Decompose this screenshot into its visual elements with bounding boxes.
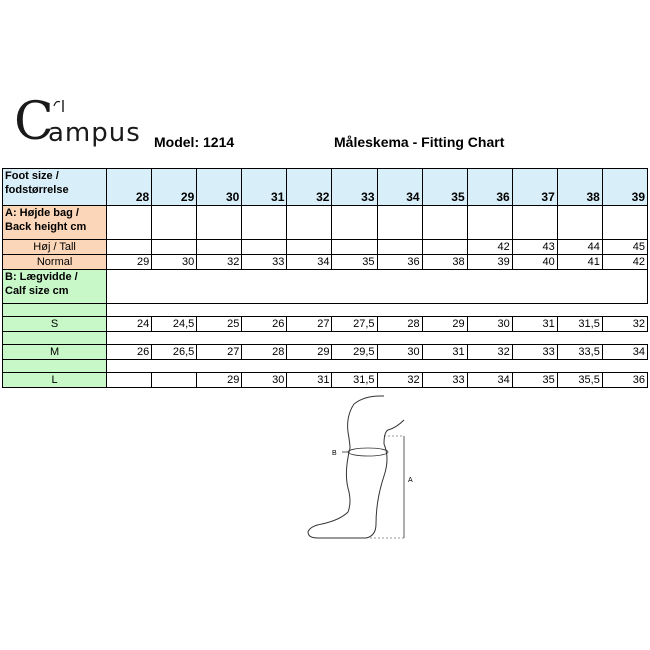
value-cell: 33 bbox=[512, 345, 557, 360]
value-cell: 32 bbox=[197, 255, 242, 270]
size-header-cell: 29 bbox=[152, 169, 197, 206]
data-row bbox=[3, 345, 648, 360]
value-cell: 34 bbox=[287, 255, 332, 270]
spacer-row bbox=[3, 332, 648, 345]
value-cell: 26 bbox=[242, 317, 287, 332]
model-number: Model: 1214 bbox=[154, 134, 235, 150]
brand-logo-initial: C bbox=[14, 92, 54, 152]
empty-cell bbox=[107, 270, 648, 304]
value-cell: 43 bbox=[512, 240, 557, 255]
back-height-label bbox=[3, 206, 107, 240]
foot-size-label-line2: fodstørrelse bbox=[5, 184, 69, 196]
size-header-cell: 34 bbox=[377, 169, 422, 206]
calf-size-label bbox=[3, 270, 107, 304]
spacer-cell bbox=[107, 360, 648, 373]
logo-mark-icon bbox=[50, 96, 70, 116]
spacer-row bbox=[3, 360, 648, 373]
empty-cell bbox=[197, 206, 242, 240]
spacer-cell bbox=[107, 332, 648, 345]
value-cell: 33,5 bbox=[557, 345, 602, 360]
value-cell: 29 bbox=[197, 373, 242, 388]
size-header-cell: 37 bbox=[512, 169, 557, 206]
spacer-label-cell bbox=[3, 304, 107, 317]
section-a-label-row bbox=[3, 206, 648, 240]
empty-cell bbox=[422, 206, 467, 240]
value-cell: 35 bbox=[332, 255, 377, 270]
value-cell bbox=[242, 240, 287, 255]
value-cell: 25 bbox=[197, 317, 242, 332]
value-cell: 30 bbox=[377, 345, 422, 360]
empty-cell bbox=[107, 206, 152, 240]
value-cell: 32 bbox=[467, 345, 512, 360]
value-cell: 34 bbox=[467, 373, 512, 388]
value-cell: 36 bbox=[602, 373, 647, 388]
empty-cell bbox=[557, 206, 602, 240]
empty-cell bbox=[152, 206, 197, 240]
data-row bbox=[3, 255, 648, 270]
value-cell bbox=[332, 240, 377, 255]
size-header-cell: 39 bbox=[602, 169, 647, 206]
boot-measurement-diagram bbox=[300, 392, 424, 550]
value-cell: 31 bbox=[422, 345, 467, 360]
empty-cell bbox=[377, 206, 422, 240]
empty-cell bbox=[332, 206, 377, 240]
value-cell: 29 bbox=[287, 345, 332, 360]
size-header-cell: 30 bbox=[197, 169, 242, 206]
row-label: Normal bbox=[3, 255, 107, 270]
value-cell: 24 bbox=[107, 317, 152, 332]
value-cell bbox=[107, 240, 152, 255]
calf-size-label-line1: B: Lægvidde / bbox=[5, 271, 78, 283]
value-cell: 29 bbox=[107, 255, 152, 270]
section-b-label-row bbox=[3, 270, 648, 304]
value-cell: 28 bbox=[377, 317, 422, 332]
size-header-cell: 33 bbox=[332, 169, 377, 206]
brand-logo-text: ampus bbox=[48, 118, 141, 148]
value-cell: 28 bbox=[242, 345, 287, 360]
size-header-cell: 36 bbox=[467, 169, 512, 206]
value-cell bbox=[287, 240, 332, 255]
spacer-label-cell bbox=[3, 360, 107, 373]
value-cell: 30 bbox=[152, 255, 197, 270]
spacer-row bbox=[3, 304, 648, 317]
foot-size-label bbox=[3, 169, 107, 206]
spacer-label-cell bbox=[3, 332, 107, 345]
chart-title: Måleskema - Fitting Chart bbox=[334, 134, 505, 150]
value-cell bbox=[107, 373, 152, 388]
row-label: M bbox=[3, 345, 107, 360]
value-cell bbox=[152, 373, 197, 388]
value-cell bbox=[377, 240, 422, 255]
size-header-cell: 32 bbox=[287, 169, 332, 206]
calf-size-label-line2: Calf size cm bbox=[5, 285, 69, 297]
value-cell: 31 bbox=[512, 317, 557, 332]
value-cell: 30 bbox=[242, 373, 287, 388]
row-label: S bbox=[3, 317, 107, 332]
data-row bbox=[3, 317, 648, 332]
value-cell: 26,5 bbox=[152, 345, 197, 360]
row-label: Høj / Tall bbox=[3, 240, 107, 255]
size-header-cell: 38 bbox=[557, 169, 602, 206]
value-cell: 27,5 bbox=[332, 317, 377, 332]
data-row bbox=[3, 240, 648, 255]
value-cell: 42 bbox=[602, 255, 647, 270]
value-cell: 31 bbox=[287, 373, 332, 388]
value-cell: 32 bbox=[602, 317, 647, 332]
value-cell bbox=[197, 240, 242, 255]
value-cell: 33 bbox=[242, 255, 287, 270]
empty-cell bbox=[287, 206, 332, 240]
spacer-cell bbox=[107, 304, 648, 317]
size-header-cell: 31 bbox=[242, 169, 287, 206]
empty-cell bbox=[467, 206, 512, 240]
empty-cell bbox=[602, 206, 647, 240]
value-cell: 36 bbox=[377, 255, 422, 270]
value-cell: 24,5 bbox=[152, 317, 197, 332]
value-cell: 27 bbox=[287, 317, 332, 332]
value-cell: 26 bbox=[107, 345, 152, 360]
size-header-cell: 28 bbox=[107, 169, 152, 206]
value-cell: 32 bbox=[377, 373, 422, 388]
diagram-label-a: A bbox=[408, 477, 413, 484]
value-cell: 39 bbox=[467, 255, 512, 270]
empty-cell bbox=[242, 206, 287, 240]
value-cell: 34 bbox=[602, 345, 647, 360]
value-cell: 31,5 bbox=[332, 373, 377, 388]
value-cell: 41 bbox=[557, 255, 602, 270]
header-row bbox=[3, 169, 648, 206]
value-cell bbox=[422, 240, 467, 255]
empty-cell bbox=[512, 206, 557, 240]
value-cell: 27 bbox=[197, 345, 242, 360]
size-header-cell: 35 bbox=[422, 169, 467, 206]
value-cell: 29,5 bbox=[332, 345, 377, 360]
fitting-chart-table bbox=[2, 168, 648, 388]
value-cell: 29 bbox=[422, 317, 467, 332]
value-cell: 31,5 bbox=[557, 317, 602, 332]
foot-size-label-line1: Foot size / bbox=[5, 170, 59, 182]
value-cell: 38 bbox=[422, 255, 467, 270]
value-cell bbox=[152, 240, 197, 255]
value-cell: 42 bbox=[467, 240, 512, 255]
value-cell: 35,5 bbox=[557, 373, 602, 388]
back-height-label-line1: A: Højde bag / bbox=[5, 207, 79, 219]
row-label: L bbox=[3, 373, 107, 388]
back-height-label-line2: Back height cm bbox=[5, 221, 87, 233]
data-row bbox=[3, 373, 648, 388]
value-cell: 44 bbox=[557, 240, 602, 255]
value-cell: 30 bbox=[467, 317, 512, 332]
value-cell: 40 bbox=[512, 255, 557, 270]
value-cell: 45 bbox=[602, 240, 647, 255]
value-cell: 33 bbox=[422, 373, 467, 388]
value-cell: 35 bbox=[512, 373, 557, 388]
diagram-label-b: B bbox=[332, 450, 337, 457]
